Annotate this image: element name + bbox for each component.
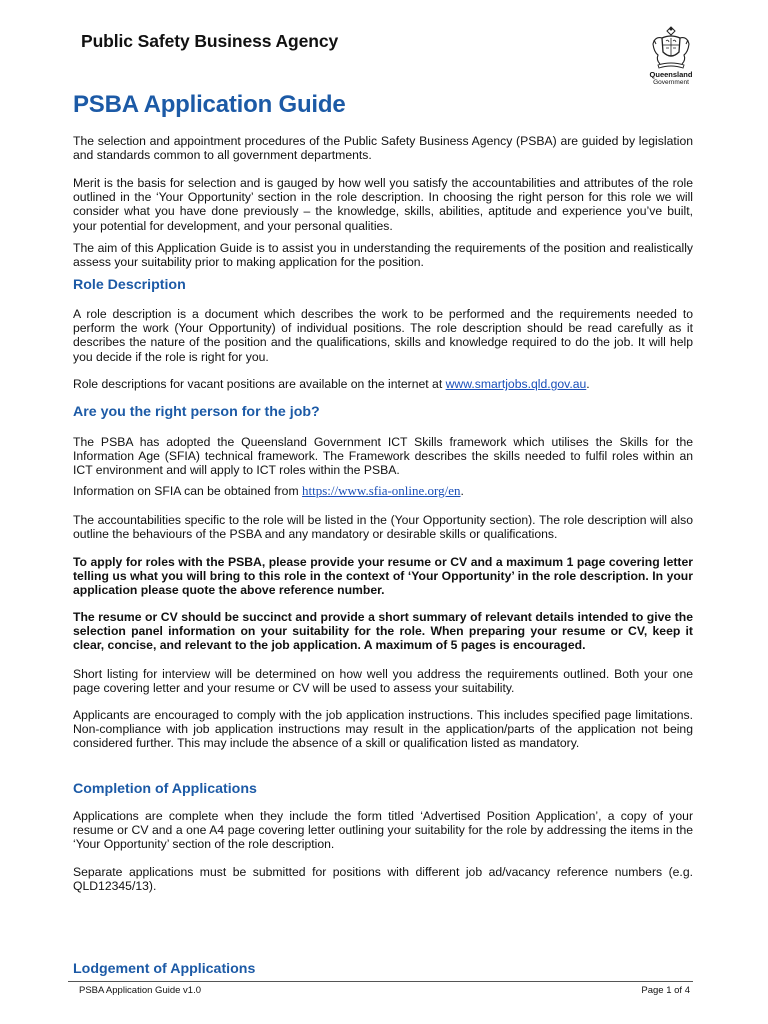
intro-paragraph-3: The aim of this Application Guide is to assist you in understanding the requirements of the position and realistically assess your suitability prior to making application for the position.: [73, 241, 693, 270]
footer-divider: [68, 981, 693, 982]
logo-queensland-text: Queensland: [649, 70, 693, 79]
role-description-link-end: .: [586, 377, 590, 391]
right-person-paragraph-6: Short listing for interview will be determined on how well you address the requirements outlined. Both your one page covering letter and your resume or CV will be used to assess your suitability.: [73, 667, 693, 696]
role-description-paragraph-1: A role description is a document which describes the work to be performed and the requirements needed to perform the work (Your Opportunity) of individual positions. The role description should be read carefully as it describes the nature of the position and the qualifications, skills and knowledge required to do the job. It will help you decide if the role is right for you.: [73, 307, 693, 364]
right-person-paragraph-5: The resume or CV should be succinct and provide a short summary of relevant details intended to give the selection panel information on your suitability for the role. When preparing your resume or CV, keep it clear, concise, and relevant to the job application. A maximum of 5 pages is encouraged.: [73, 610, 693, 653]
lodgement-heading: Lodgement of Applications: [73, 961, 256, 977]
completion-paragraph-2: Separate applications must be submitted for positions with different job ad/vacancy reference numbers (e.g. QLD12345/13).: [73, 865, 693, 894]
right-person-paragraph-1: The PSBA has adopted the Queensland Government ICT Skills framework which utilises the Skills for the Information Age (SFIA) technical framework. The Framework describes the skills needed to fulfil roles within an ICT environment and will apply to ICT roles within the PSBA.: [73, 435, 693, 478]
smartjobs-link[interactable]: www.smartjobs.qld.gov.au: [445, 377, 587, 391]
role-description-link-intro: Role descriptions for vacant positions are available on the internet at: [73, 377, 446, 391]
logo-government-text: Government: [653, 79, 689, 86]
right-person-paragraph-3: The accountabilities specific to the role will be listed in the (Your Opportunity section). The role description will also outline the behaviours of the PSBA and any mandatory or desirable skills or qualifications.: [73, 513, 693, 542]
intro-paragraph-2: Merit is the basis for selection and is gauged by how well you satisfy the accountabilities and attributes of the role outlined in the ‘Your Opportunity’ section in the role description. In choosing the right person for this role we will consider what you have done previously – the knowledge, skills, abilities, aptitude and experience you’ve built, your potential for development, and your personal qualities.: [73, 176, 693, 233]
right-person-paragraph-7: Applicants are encouraged to comply with the job application instructions. This includes specified page limitations. Non-compliance with job application instructions may result in the application/parts of the application not being considered further. This may include the absence of a skill or qualification listed as mandatory.: [73, 708, 693, 751]
queensland-government-logo: [640, 24, 702, 88]
right-person-heading: Are you the right person for the job?: [73, 404, 320, 420]
completion-paragraph-1: Applications are complete when they include the form titled ‘Advertised Position Application’, a copy of your resume or CV and a one A4 page covering letter outlining your suitability for the role by addressing the items in the ‘Your Opportunity’ section of the role description.: [73, 809, 693, 852]
footer-document-name: PSBA Application Guide v1.0: [79, 985, 201, 996]
intro-paragraph-1: The selection and appointment procedures of the Public Safety Business Agency (PSBA) are guided by legislation and standards common to all government departments.: [73, 134, 693, 163]
right-person-paragraph-2: [73, 484, 693, 498]
page-title: PSBA Application Guide: [73, 91, 346, 118]
role-description-paragraph-2: [73, 377, 693, 391]
role-description-heading: Role Description: [73, 277, 186, 293]
sfia-link-end: .: [460, 484, 464, 498]
agency-name: Public Safety Business Agency: [81, 31, 339, 51]
right-person-paragraph-4: To apply for roles with the PSBA, please provide your resume or CV and a maximum 1 page covering letter telling us what you will bring to this role in the context of ‘Your Opportunity’ in the role description. In your application please quote the above reference number.: [73, 555, 693, 598]
footer-page-number: Page 1 of 4: [641, 985, 690, 996]
coat-of-arms-icon: [648, 24, 694, 70]
sfia-link-intro: Information on SFIA can be obtained from: [73, 484, 302, 498]
sfia-link[interactable]: https://www.sfia-online.org/en: [302, 483, 461, 498]
completion-heading: Completion of Applications: [73, 781, 257, 797]
